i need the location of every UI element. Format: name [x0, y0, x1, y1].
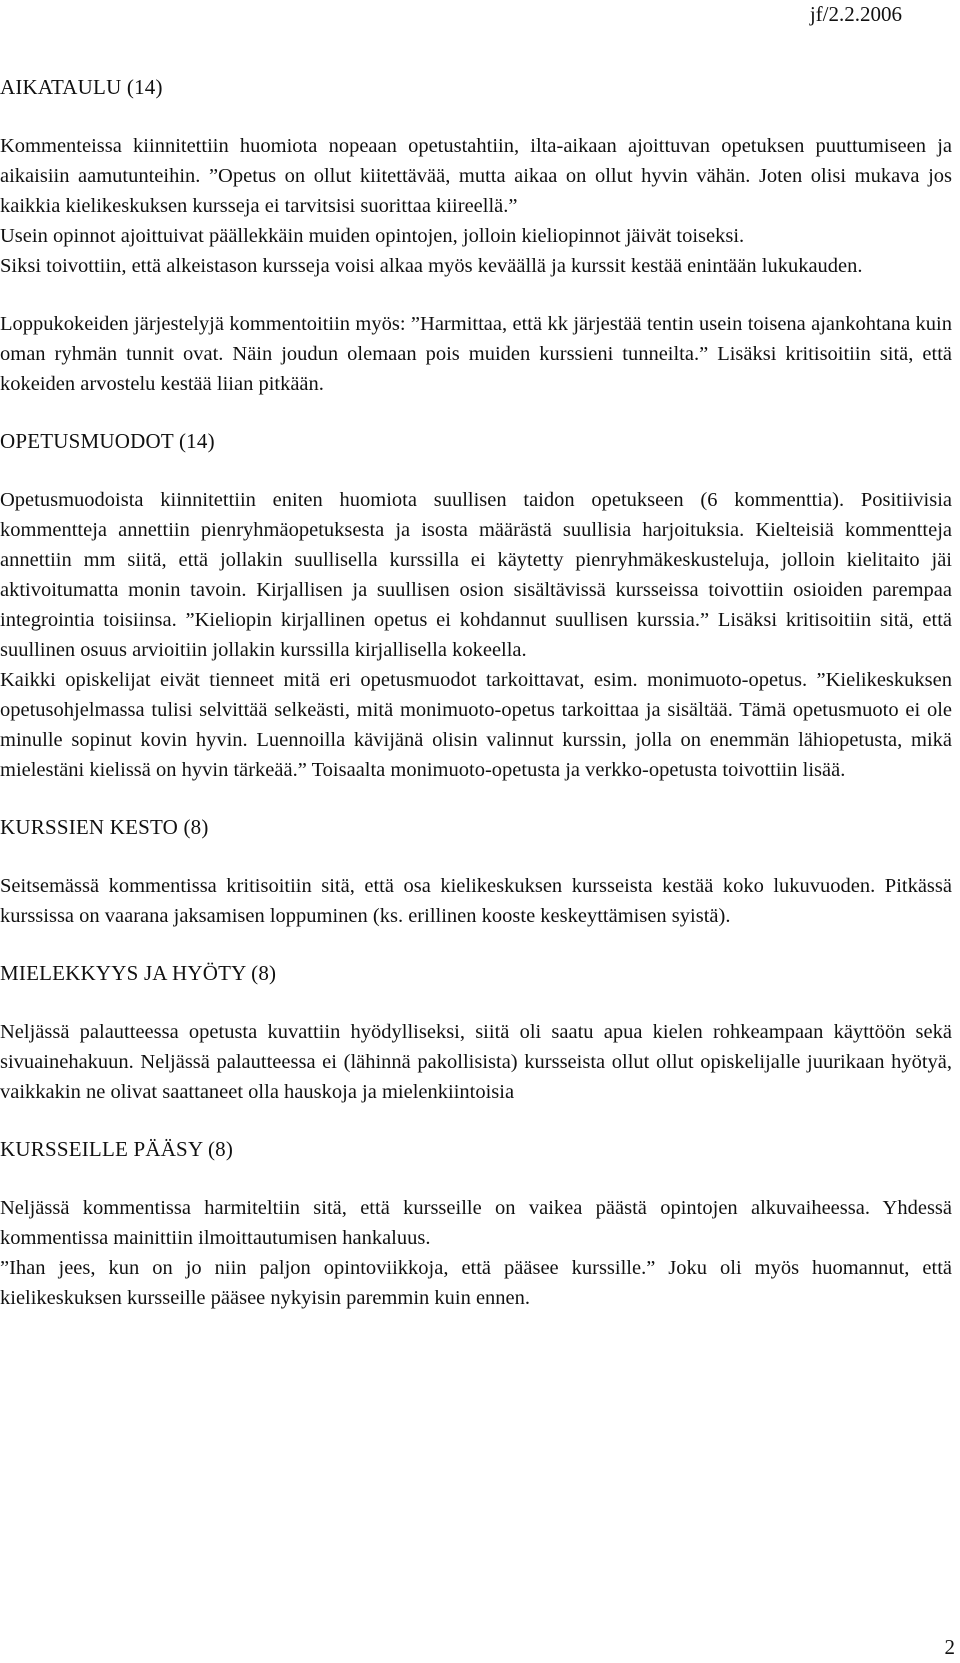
document-reference: jf/2.2.2006	[809, 2, 902, 26]
section-heading-aikataulu: AIKATAULU (14)	[0, 75, 163, 99]
paragraph: Loppukokeiden järjestelyjä kommentoitiin myös: ”Harmittaa, että kk järjestää tentin usein toisena ajankohtana kuin oman ryhmän tunnit ovat. Näin joudun olemaan pois muiden kurssieni tunneilta.” Lisäksi kritisoitiin sitä, että kokeiden arvostelu kestää liian pitkään.	[0, 313, 952, 395]
paragraph: Neljässä kommentissa harmiteltiin sitä, että kursseille on vaikea päästä opintojen alkuvaiheessa. Yhdessä kommentissa mainittiin ilmoittautumisen hankaluus.	[0, 1197, 952, 1249]
paragraph: Kommenteissa kiinnitettiin huomiota nopeaan opetustahtiin, ilta-aikaan ajoittuvan opetuksen puuttumiseen ja aikaisiin aamutunteihin. ”Opetus on ollut kiitettävää, mutta aikaa on ollut hyvin vähän. Joten olisi mukava jos kaikkia kielikeskuksen kursseja ei tarvitsisi suorittaa kiireellä.”	[0, 135, 952, 217]
paragraph: Neljässä palautteessa opetusta kuvattiin hyödylliseksi, siitä oli saatu apua kielen rohkeampaan käyttöön sekä sivuainehakuun. Neljässä palautteessa ei (lähinnä pakollisista) kursseista ollut ollut opiskelijalle juurikaan hyötyä, vaikkakin ne olivat saattaneet olla hauskoja ja mielenkiintoisia	[0, 1021, 952, 1103]
document-body	[0, 73, 952, 1313]
paragraph: Usein opinnot ajoittuivat päällekkäin muiden opintojen, jolloin kieliopinnot jäivät toiseksi.	[0, 225, 745, 247]
paragraph: Siksi toivottiin, että alkeistason kursseja voisi alkaa myös keväällä ja kurssit kestää enintään lukukauden.	[0, 255, 863, 277]
section-heading-mielekkyys: MIELEKKYYS JA HYÖTY (8)	[0, 961, 277, 985]
paragraph: Opetusmuodoista kiinnitettiin eniten huomiota suullisen taidon opetukseen (6 kommenttia). Positiivisia kommentteja annettiin pienryhmäopetuksesta ja isosta määrästä suullisia harjoituksia. Kielteisiä kommentteja annettiin mm siitä, että jollakin suullisella kurssilla ei käytetty pienryhmäkeskusteluja, jolloin kielitaito jäi aktivoitumatta monin tavoin. Kirjallisen ja suullisen osion sisältävissä kursseissa toivottiin osioiden parempaa integrointia toisiinsa. ”Kieliopin kirjallinen opetus ei kohdannut suullisen kurssia.” Lisäksi kritisoitiin sitä, että suullinen osuus arvioitiin jollakin kurssilla kirjallisella kokeella.	[0, 489, 952, 661]
section-heading-opetusmuodot: OPETUSMUODOT (14)	[0, 429, 215, 453]
section-heading-kurssien-kesto: KURSSIEN KESTO (8)	[0, 815, 209, 839]
paragraph: Seitsemässä kommentissa kritisoitiin sitä, että osa kielikeskuksen kursseista kestää koko lukuvuoden. Pitkässä kurssissa on vaarana jaksamisen loppuminen (ks. erillinen kooste keskeyttämisen syistä).	[0, 875, 952, 927]
page-number: 2	[944, 1635, 955, 1659]
paragraph: Kaikki opiskelijat eivät tienneet mitä eri opetusmuodot tarkoittavat, esim. monimuoto-opetus. ”Kielikeskuksen opetusohjelmassa tulisi selvittää selkeästi, mitä monimuoto-opetus tarkoittaa ja sisältää. Tämä opetusmuoto ei ole minulle sopinut kovin hyvin. Luennoilla kävijänä olisin valinnut kurssin, jolla on enemmän lähiopetusta, mikä mielestäni kielissä on hyvin tärkeää.” Toisaalta monimuoto-opetusta ja verkko-opetusta toivottiin lisää.	[0, 669, 952, 781]
paragraph: ”Ihan jees, kun on jo niin paljon opintoviikkoja, että pääsee kurssille.” Joku oli myös huomannut, että kielikeskuksen kursseille pääsee nykyisin paremmin kuin ennen.	[0, 1257, 952, 1309]
section-heading-kursseille-paasy: KURSSEILLE PÄÄSY (8)	[0, 1137, 234, 1161]
